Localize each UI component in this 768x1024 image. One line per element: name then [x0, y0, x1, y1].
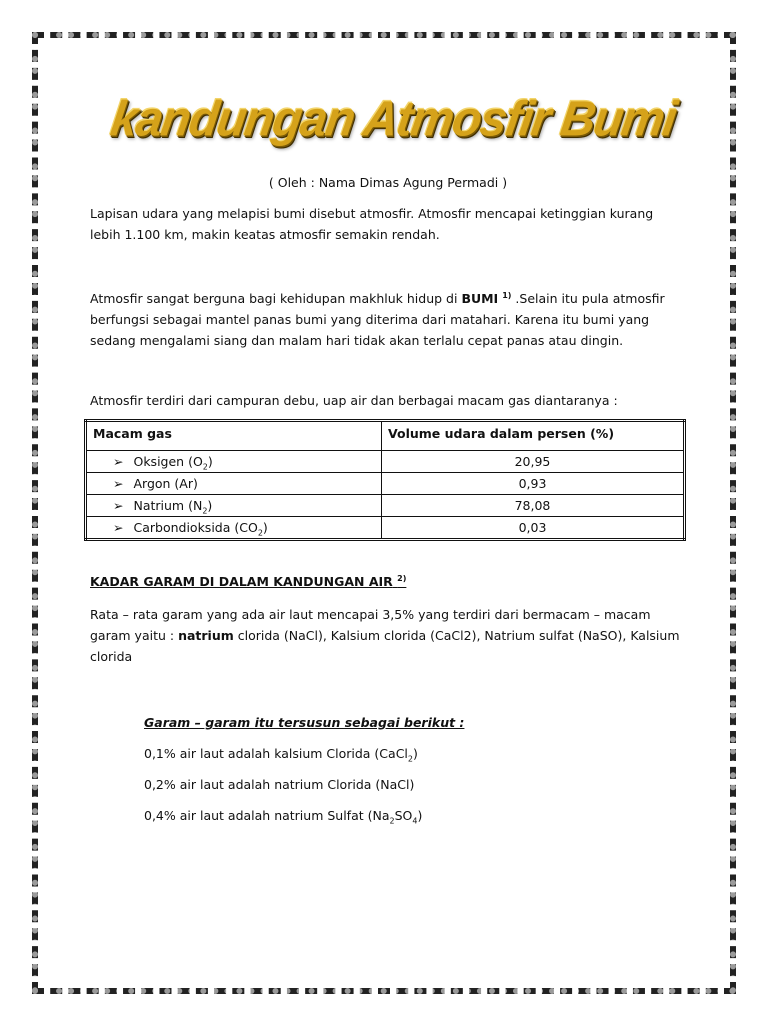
paragraph-salt-before: Rata – rata garam yang ada air laut mencapai 3,5% yang terdiri dari bermacam – macam garam yaitu : [90, 607, 651, 643]
table-header-gas: Macam gas [86, 421, 382, 451]
gas-name-cell [86, 473, 382, 495]
salt-subscript: 2 [407, 754, 413, 764]
document-body [90, 90, 686, 826]
gas-table [84, 419, 686, 541]
gas-name: Argon (Ar) [133, 476, 198, 491]
salt-subscript: 2 [389, 816, 395, 826]
salt-item [144, 774, 686, 795]
footnote-ref-1: 1) [502, 290, 512, 300]
salt-close: ) [417, 808, 423, 823]
salt-close: ) [413, 746, 418, 761]
salt-subheading: Garam – garam itu tersusun sebagai berikut : [144, 715, 465, 730]
paragraph-function-before: Atmosfir sangat berguna bagi kehidupan makhluk hidup di [90, 291, 462, 306]
salt-text: 0,2% air laut adalah natrium Clorida (NaCl) [144, 777, 415, 792]
table-header-row [86, 421, 685, 451]
salt-text: 0,4% air laut adalah natrium Sulfat (Na [144, 808, 390, 823]
gas-volume: 0,93 [382, 473, 685, 495]
gas-subscript: 2 [202, 506, 208, 516]
table-row [86, 517, 685, 540]
gas-name-cell [86, 517, 382, 540]
table-header-volume: Volume udara dalam persen (%) [382, 421, 685, 451]
arrow-bullet-icon: ➢ [113, 454, 124, 469]
table-row [86, 495, 685, 517]
gas-name: Natrium (N [133, 498, 203, 513]
arrow-bullet-icon: ➢ [113, 520, 124, 535]
paragraph-salt [90, 604, 686, 667]
gas-close: ) [262, 520, 268, 535]
bumi-bold: BUMI [461, 291, 499, 306]
salt-text: 0,1% air laut adalah kalsium Clorida (CaCl [144, 746, 408, 761]
paragraph-intro: Lapisan udara yang melapisi bumi disebut atmosfir. Atmosfir mencapai ketinggian kurang lebih 1.100 km, makin keatas atmosfir semakin rendah. [90, 206, 654, 242]
gas-volume: 78,08 [382, 495, 685, 517]
gas-subscript: 2 [202, 462, 208, 472]
gas-name-cell [86, 451, 382, 473]
gas-close: ) [207, 498, 213, 513]
salt-subscript: 4 [412, 816, 418, 826]
author-line: ( Oleh : Nama Dimas Agung Permadi ) [268, 175, 508, 190]
table-row [86, 451, 685, 473]
salt-item [144, 805, 686, 826]
salt-mid: SO [394, 808, 413, 823]
gas-name: Carbondioksida (CO [133, 520, 258, 535]
paragraph-composition: Atmosfir terdiri dari campuran debu, uap air dan berbagai macam gas diantaranya : [90, 393, 618, 408]
arrow-bullet-icon: ➢ [113, 498, 124, 513]
table-row [86, 473, 685, 495]
paragraph-salt-after: clorida (NaCl), Kalsium clorida (CaCl2), Natrium sulfat (NaSO), Kalsium clorida [90, 628, 680, 664]
section-heading-salt [90, 571, 686, 592]
gas-volume: 20,95 [382, 451, 685, 473]
gas-name: Oksigen (O [133, 454, 203, 469]
paragraph-function [90, 288, 686, 351]
paragraph-function-after: .Selain itu pula atmosfir berfungsi sebagai mantel panas bumi yang diterima dari matahari. Karena itu bumi yang sedang mengalami siang dan malam hari tidak akan terlalu cepat panas atau dingin. [90, 291, 665, 348]
gas-subscript: 2 [257, 528, 263, 538]
salt-item [144, 743, 686, 764]
arrow-bullet-icon: ➢ [113, 476, 124, 491]
gas-volume: 0,03 [382, 517, 685, 540]
page-title: kandungan Atmosfir Bumi [107, 91, 679, 148]
footnote-ref-2: 2) [397, 573, 407, 583]
section-heading-text: KADAR GARAM DI DALAM KANDUNGAN AIR [90, 574, 393, 589]
gas-close: ) [207, 454, 213, 469]
gas-name-cell [86, 495, 382, 517]
natrium-bold: natrium [178, 628, 234, 643]
